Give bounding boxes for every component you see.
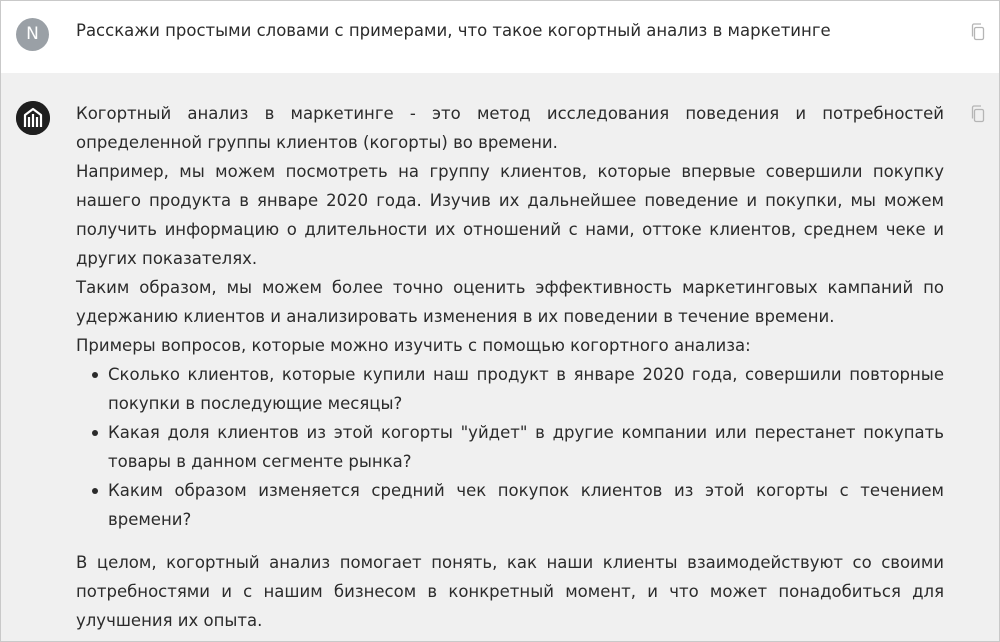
user-avatar: N (16, 18, 49, 51)
assistant-message-row (1, 73, 999, 641)
examples-list (76, 360, 944, 534)
answer-conclusion: В целом, когортный анализ помогает понять, как наши клиенты взаимодействуют со своими потребностями и с нашим бизнесом в конкретный момент, и что может понадобиться для улучшения их опыта. (76, 553, 944, 630)
answer-paragraph: Примеры вопросов, которые можно изучить с помощью когортного анализа: (76, 336, 751, 355)
list-item: Сколько клиентов, которые купили наш продукт в январе 2020 года, совершили повторные покупки в последующие месяцы? (108, 360, 944, 418)
assistant-message-text (76, 99, 944, 635)
list-item: Каким образом изменяется средний чек покупок клиентов из этой когорты с течением времени? (108, 476, 944, 534)
copy-icon[interactable] (968, 22, 988, 42)
bot-logo-icon (16, 101, 50, 135)
user-message-row (1, 1, 999, 73)
answer-paragraph: Например, мы можем посмотреть на группу клиентов, которые впервые совершили покупку нашего продукта в январе 2020 года. Изучив их дальнейшее поведение и покупки, мы можем получить информацию о длительности их отношений с нами, оттоке клиентов, среднем чеке и других показателях. (76, 162, 944, 268)
copy-icon[interactable] (968, 104, 988, 124)
answer-paragraph: Когортный анализ в маркетинге - это метод исследования поведения и потребностей определенной группы клиентов (когорты) во времени. (76, 104, 944, 152)
answer-paragraph: Таким образом, мы можем более точно оценить эффективность маркетинговых кампаний по удержанию клиентов и анализировать изменения в их поведении в течение времени. (76, 278, 944, 326)
user-message-text: Расскажи простыми словами с примерами, что такое когортный анализ в маркетинге (76, 21, 831, 40)
list-item: Какая доля клиентов из этой когорты "уйдет" в другие компании или перестанет покупать товары в данном сегменте рынка? (108, 418, 944, 476)
